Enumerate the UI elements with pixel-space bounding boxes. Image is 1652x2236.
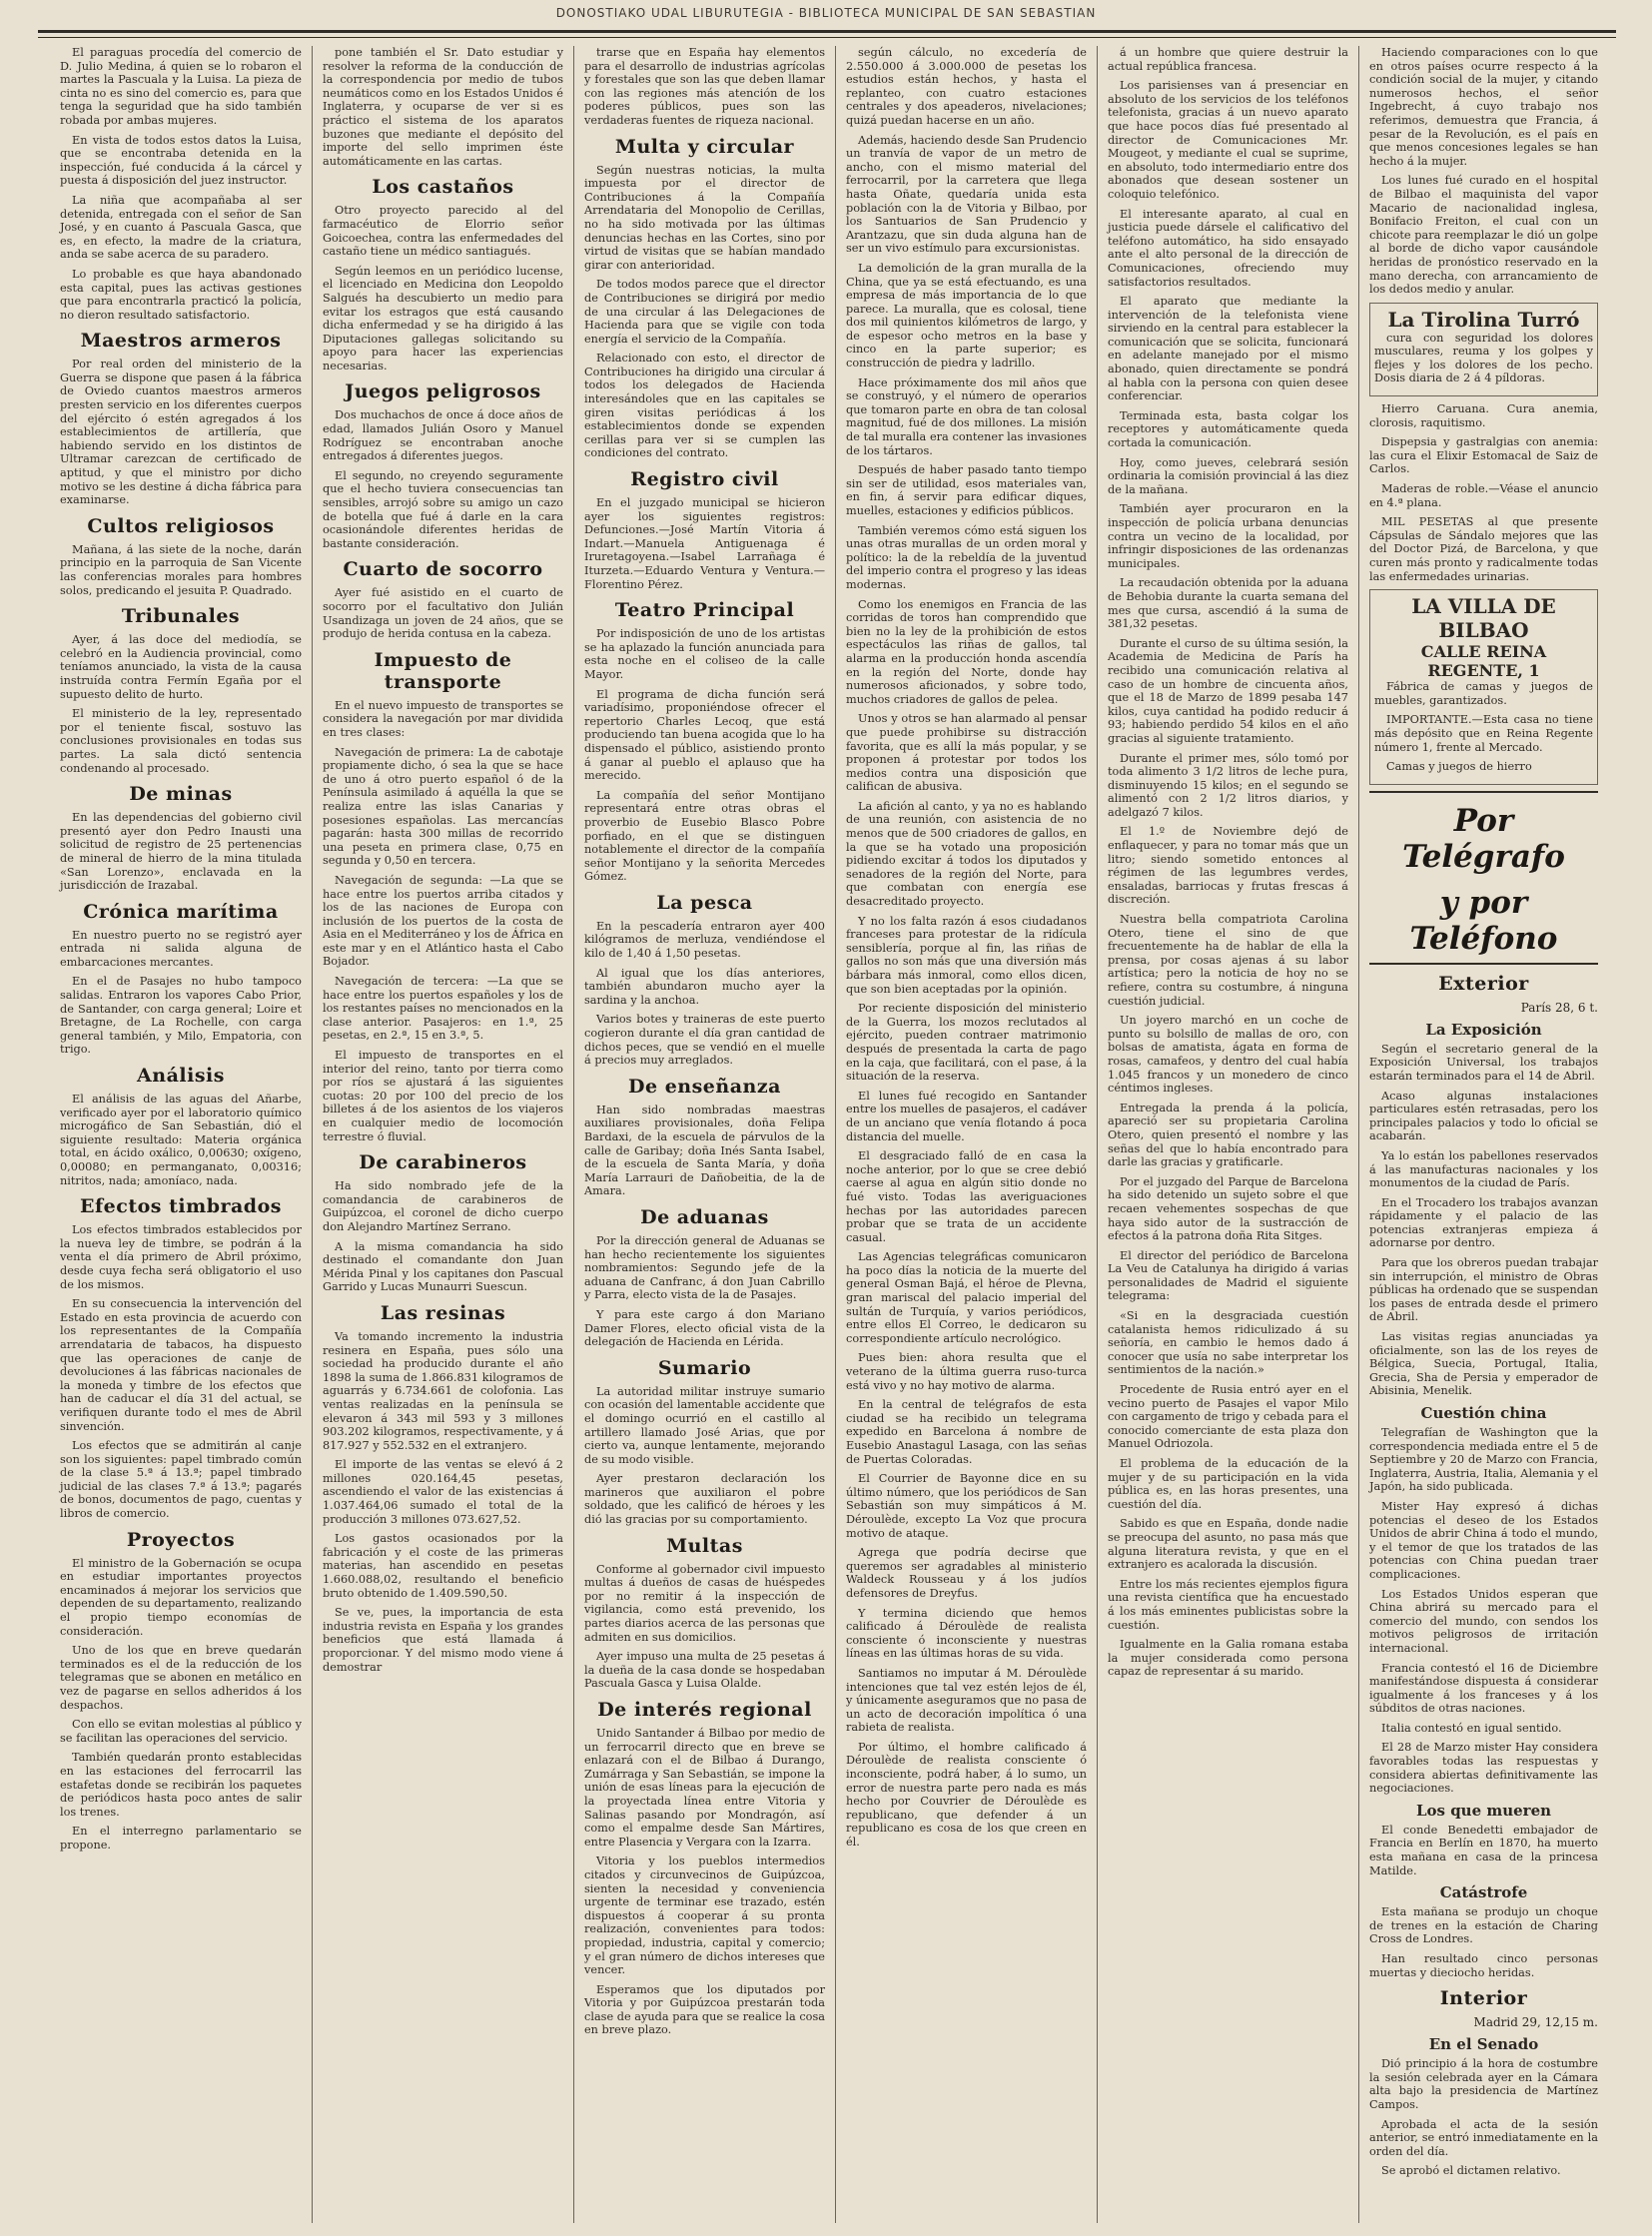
advertisement-villa-bilbao [1369, 589, 1598, 785]
subsection-heading: En el Senado [1428, 2035, 1539, 2054]
article-text: Los parisienses van á presenciar en absoluto de los servicios de los teléfonos telefonista, gracias á un nuevo aparato que hace pocos días fué presentado al director de Comunicaciones Mr. Mougeot, y mediante el cual se suprime, en absoluto, todo intermediario entre dos abonados que desean sostener un coloquio telefónico. [1108, 79, 1348, 201]
article-text: Por real orden del ministerio de la Guerra se dispone que pasen á la fábrica de Oviedo cuantos maestros armeros presten servicio en los diferentes cuerpos del ejército ó estén agregados á los establecimientos de artillería, que habiendo servido en los distintos de Ultramar carezcan de certificado de aptitud, y que el ministro por dicho motivo se les destine á dicha fábrica para examinarse. [60, 358, 302, 507]
article-text: También ayer procuraron en la inspección de policía urbana denuncias contra un vecino de la localidad, por infringir disposiciones de las ordenanzas municipales. [1108, 502, 1348, 570]
column-3 [573, 46, 835, 2223]
banner-telefono: y por Teléfono [1409, 884, 1558, 957]
article-text: También veremos cómo está siguen los unas otras murallas de un orden moral y político: la de la rebeldía de la juventud del imperio contra el progreso y las ideas modernas. [846, 523, 1087, 591]
article-text: El paraguas procedía del comercio de D. Julio Medina, á quien se lo robaron el martes la Pascuala y la Luisa. La pieza de cinta no es sino del comercio es, para que tenga la seguridad que ha sido también robada por ambas mujeres. [60, 46, 302, 127]
column-2 [312, 46, 573, 2223]
section-heading: Cultos religiosos [87, 514, 275, 537]
article-text: Haciendo comparaciones con lo que en otros países ocurre respecto á la condición social de la mujer, y citando numerosos hechos, el señor Ingebrecht, á cuyo trabajo nos referimos, demuestra que Francia, á pesar de la Revolución, es el país en que menos concesiones legales se han hecho á la mujer. [1369, 46, 1598, 168]
article-text: Lo probable es que haya abandonado esta capital, pues las activas gestiones que para encontrarla practicó la policía, no dieron resultado satisfactorio. [60, 267, 302, 322]
article-text: El segundo, no creyendo seguramente que el hecho tuviera consecuencias tan sensibles, arrojó sobre su amigo un cazo de botella que fué á darle en la cara ocasionándole diferentes heridas de bastante consideración. [323, 468, 563, 550]
article-text: Hoy, como jueves, celebrará sesión ordinaria la comisión provincial á las diez de la mañana. [1108, 455, 1348, 496]
article-text: El director del periódico de Barcelona La Veu de Catalunya ha dirigido á varias personalidades de Madrid el siguiente telegrama: [1108, 1248, 1348, 1303]
article-text: El lunes fué recogido en Santander entre los muelles de pasajeros, el cadáver de un anciano que venía flotando á poca distancia del muelle. [846, 1089, 1087, 1143]
article-text: La autoridad militar instruye sumario con ocasión del lamentable accidente que el domingo ocurrió en el castillo al artillero llamado José Arias, que por cierto va, aunque lentamente, mejorando de su modo visible. [584, 1384, 825, 1466]
article-text: En la pescadería entraron ayer 400 kilógramos de merluza, vendiéndose el kilo de 1,40 á 1,50 pesetas. [584, 919, 825, 961]
article-text: También quedarán pronto establecidas en las estaciones del ferrocarril las estafetas donde se recibirán los paquetes de periódicos hasta poco antes de salir los trenes. [60, 1751, 302, 1819]
section-heading: Impuesto de transporte [374, 648, 512, 693]
article-text: El interesante aparato, al cual en justicia puede dársele el calificativo del teléfono automático, ha sido ensayado ante el alto personal de la dirección de Comunicaciones, ofreciendo muy satisfactorios resultados. [1108, 207, 1348, 289]
article-text: En vista de todos estos datos la Luisa, que se encontraba detenida en la inspección, fué conducida á la cárcel y puesta á disposición del juez instructor. [60, 133, 302, 188]
section-heading: Proyectos [126, 1528, 236, 1551]
section-heading: De enseñanza [628, 1075, 781, 1098]
article-text: Entre los más recientes ejemplos figura una revista científica que ha encuestado á los más eminentes publicistas sobre la cuestión. [1108, 1577, 1348, 1632]
article-text: Para que los obreros puedan trabajar sin interrupción, el ministro de Obras públicas ha ordenado que se suspendan los pases de entrada desde el primero de Abril. [1369, 1256, 1598, 1324]
article-text: Relacionado con esto, el director de Contribuciones ha dirigido una circular á todos los delegados de Hacienda interesándoles que en las capitales se giren visitas periódicas á los establecimientos donde se expenden cerillas para ver si se cumplen las condiciones del contrato. [584, 352, 825, 460]
article-text: Por la dirección general de Aduanas se han hecho recientemente los siguientes nombramientos: Segundo jefe de la aduana de Canfranc, á don Juan Cabrillo y Parra, electo vista de la de Pasajes. [584, 1233, 825, 1302]
article-text: Por indisposición de uno de los artistas se ha aplazado la función anunciada para esta noche en el coliseo de la calle Mayor. [584, 627, 825, 681]
dateline: Madrid 29, 12,15 m. [1473, 2015, 1598, 2030]
ad-title: LA VILLA DE BILBAO [1411, 594, 1556, 643]
section-heading: De carabineros [359, 1151, 527, 1174]
article-text: El problema de la educación de la mujer y de su participación en la vida pública es, en las horas presentes, una cuestión del día. [1108, 1457, 1348, 1511]
article-text: Los gastos ocasionados por la fabricación y el coste de las primeras materias, han ascendido en pesetas 1.660.088,02, resultando el beneficio bruto obtenido de 1.409.590,50. [323, 1532, 563, 1600]
ad-text: Fábrica de camas y juegos de muebles, garantizados. [1374, 680, 1593, 707]
ad-text: Maderas de roble.—Véase el anuncio en 4.ª plana. [1369, 482, 1598, 509]
article-text: Según nuestras noticias, la multa impuesta por el director de Contribuciones á la Compañía Arrendataria del Monopolio de Cerillas, no ha sido motivada por las últimas denuncias hechas en las Cortes, sino por virtud de visitas que se habían mandado girar con anterioridad. [584, 163, 825, 272]
section-heading: De interés regional [597, 1699, 812, 1721]
article-text: trarse que en España hay elementos para el desarrollo de industrias agrícolas y forestales que son las que deben llamar con las regiones más atención de los poderes públicos, pues son las verdaderas fuentes de riqueza nacional. [584, 46, 825, 127]
section-heading: Cuarto de socorro [343, 558, 543, 581]
article-text: El ministerio de la ley, representado por el teniente fiscal, sostuvo las conclusiones provisionales en todas sus partes. La sala dictó sentencia condenando al procesado. [60, 707, 302, 775]
column-6 [1358, 46, 1608, 2223]
article-text: Ha sido nombrado jefe de la comandancia de carabineros de Guipúzcoa, el coronel de dicho cuerpo don Alejandro Martínez Serrano. [323, 1179, 563, 1233]
article-text: Aprobada el acta de la sesión anterior, se entró inmediatamente en la orden del día. [1369, 2117, 1598, 2158]
top-rule [38, 30, 1616, 38]
article-text: Se aprobó el dictamen relativo. [1381, 2164, 1561, 2178]
article-text: Mister Hay expresó á dichas potencias el deseo de los Estados Unidos de abrir China á todo el mundo, y el temor de que los tratados de las potencias con China puedan traer complicaciones. [1369, 1499, 1598, 1581]
ad-text: IMPORTANTE.—Esta casa no tiene más depósito que en Reina Regente número 1, frente al Mercado. [1374, 713, 1593, 754]
article-text: Con ello se evitan molestias al público y se facilitan las operaciones del servicio. [60, 1718, 302, 1745]
article-text: Los efectos que se admitirán al canje son los siguientes: papel timbrado común de la clase 5.ª á 13.ª; papel timbrado judicial de las clases 7.ª á 13.ª; pagarés de bonos, documentos de pago, cuentas y libros de comercio. [60, 1439, 302, 1521]
article-text: En el de Pasajes no hubo tampoco salidas. Entraron los vapores Cabo Prior, de Santander, con carga general; Loire et Bretagne, de La Rochelle, con carga general también, y Milo, Empatoria, con trigo. [60, 975, 302, 1057]
article-text: Esperamos que los diputados por Vitoria y por Guipúzcoa prestarán toda clase de ayuda para que se realice la cosa en breve plazo. [584, 1982, 826, 2037]
article-text: El aparato que mediante la intervención de la telefonista viene sirviendo en la central para establecer la comunicación que se solicita, funcionará en adelante manejado por el mismo abonado, quien directamente se pondrá al habla con la persona con quien desee conferenciar. [1108, 295, 1348, 403]
article-text: Ayer, á las doce del mediodía, se celebró en la Audiencia provincial, como teníamos anunciado, la vista de la causa instruída contra Fermín Egaña por el supuesto delito de hurto. [60, 633, 302, 701]
article-text: De todos modos parece que el director de Contribuciones se dirigirá por medio de una circular á las Delegaciones de Hacienda para que se vigile con toda energía el servicio de la Compañía. [584, 278, 825, 346]
article-text: Y termina diciendo que hemos calificado á Déroulède de realista consciente ó inconsciente y nuestras líneas en las últimas horas de su vida. [846, 1606, 1087, 1661]
article-text: Conforme al gobernador civil impuesto multas á dueños de casas de huéspedes por no remitir á la inspección de vigilancia, como está prevenido, los partes diarios acerca de las personas que admiten en sus domicilios. [584, 1562, 825, 1644]
article-text: El análisis de las aguas del Añarbe, verificado ayer por el laboratorio químico microgáfico de San Sebastián, dió el siguiente resultado: Materia orgánica total, en ácido oxálico, 0,00630; oxígeno, 0,00080; en permanganato, 0,00316; nitritos, nada; amoníaco, nada. [60, 1093, 302, 1187]
article-text: pone también el Sr. Dato estudiar y resolver la reforma de la conducción de la correspondencia por medio de tubos neumáticos como en los Estados Unidos é Inglaterra, y ocuparse de ver si es práctico el sistema de los aparatos buzones que mediante el depósito del importe del sello imprimen éste automáticamente en las cartas. [323, 46, 563, 168]
article-text: Pues bien: ahora resulta que el veterano de la última guerra ruso-turca está vivo y no hay motivo de alarma. [846, 1351, 1087, 1392]
article-text: Esta mañana se produjo un choque de trenes en la estación de Charing Cross de Londres. [1369, 1905, 1598, 1946]
section-heading: De aduanas [640, 1205, 769, 1228]
subsection-heading: Cuestión china [1420, 1404, 1547, 1422]
article-text: Dos muchachos de once á doce años de edad, llamados Julián Osoro y Manuel Rodríguez se encontraban anoche entregados á diferentes juegos. [323, 408, 563, 463]
article-text: Al igual que los días anteriores, también abundaron mucho ayer la sardina y la anchoa. [584, 966, 825, 1007]
article-text: Entregada la prenda á la policía, apareció ser su propietaria Carolina Otero, quien presentó el nombre y las señas del que lo había encontrado para darle las gracias y gratificarle. [1108, 1101, 1348, 1169]
ad-text: Dispepsia y gastralgias con anemia: las cura el Elixir Estomacal de Saiz de Carlos. [1369, 435, 1598, 476]
article-text: El Courrier de Bayonne dice en su último número, que los periódicos de San Sebastián son muy simpáticos á M. Déroulède, excepto La Voz que procura motivo de ataque. [846, 1472, 1087, 1540]
advertisement-tirolina [1369, 303, 1598, 396]
article-text: Se ve, pues, la importancia de esta industria revista en España y los grandes beneficios que está llamada á proporcionar. Y del mismo modo viene á demostrar [323, 1606, 563, 1674]
ad-title: La Tirolina Turró [1387, 307, 1580, 332]
article-text: En el Trocadero los trabajos avanzan rápidamente y el palacio de las potencias extranjeras empieza á adornarse por dentro. [1369, 1195, 1598, 1250]
article-text: Durante el primer mes, sólo tomó por toda alimento 3 1/2 litros de leche pura, disminuyendo 15 kilos; en el segundo se alimentó con 2 1/2 litros diarios, y adelgazó 7 kilos. [1108, 751, 1348, 819]
article-text: Francia contestó el 16 de Diciembre manifestándose dispuesta á considerar igualmente á los franceses y á los súbditos de otras naciones. [1369, 1661, 1598, 1716]
article-text: Los Estados Unidos esperan que China abrirá su mercado para el comercio del mundo, con sendos los motivos peligrosos de irritación internacional. [1369, 1587, 1598, 1655]
section-heading: Las resinas [380, 1301, 506, 1324]
article-text: La niña que acompañaba al ser detenida, entregada con el señor de San José, y en cuanto á Pascuala Gasca, que es, en efecto, la madre de la criatura, anda se sabe acerca de su paradero. [60, 193, 302, 262]
article-text: según cálculo, no excedería de 2.550.000 á 3.000.000 de pesetas los estudios están hechos, y hasta el replanteo, con cuatro estaciones centrales y dos apeaderos, nivelaciones; quizá puedan hacerse en un año. [846, 46, 1087, 127]
article-text: El impuesto de transportes en el interior del reino, tanto por tierra como por ríos se ajustará á las siguientes cuotas: 20 por 100 del precio de los billetes á de los asientos de los viajeros en cualquier medio de locomoción terrestre ó fluvial. [323, 1049, 563, 1143]
article-text: Telegrafían de Washington que la correspondencia mediada entre el 5 de Septiembre y 20 de Marzo con Francia, Inglaterra, Austria, Italia, Alemania y el Japón, ha sido publicada. [1369, 1426, 1598, 1494]
article-text: La afición al canto, y ya no es hablando de una reunión, con asistencia de no menos que de 500 criadores de gallos, en la que se ha votado una proposición pidiendo excitar á todos los diputados y senadores de la región del Norte, para que combatan con energía ese desacreditado proyecto. [846, 799, 1087, 909]
ad-text: Camas y juegos de hierro [1386, 760, 1532, 774]
article-text: Como los enemigos en Francia de las corridas de toros han comprendido que bien no la ley de la prohibición de estos espectáculos las riñas de gallos, tal alarma en la producción honda ascendía en la región del Norte, donde hay numerosos aficionados, y sobre todo, muchos criadores de gallos de pelea. [846, 597, 1087, 706]
article-text: Otro proyecto parecido al del farmacéutico de Elorrio señor Goicoechea, contra las enfermedades del castaño tiene un médico santiagués. [323, 204, 563, 259]
article-text: Uno de los que en breve quedarán terminados es el de la reducción de los telegramas que se abonen en metálico en vez de pagarse en sellos adheridos á los despachos. [60, 1644, 302, 1712]
article-text: Acaso algunas instalaciones particulares estén retrasadas, pero los principales palacios y todo lo oficial se acabarán. [1369, 1089, 1598, 1143]
article-text: Ayer prestaron declaración los marineros que auxiliaron el pobre soldado, que les calificó de héroes y les dió las gracias por su comportamiento. [584, 1472, 825, 1527]
article-text: La recaudación obtenida por la aduana de Behobia durante la cuarta semana del mes que cursa, ascendió á la suma de 381,32 pesetas. [1108, 576, 1348, 631]
article-text: Mañana, á las siete de la noche, darán principio en la parroquia de San Vicente las conferencias morales para hombres solos, predicando el jesuita P. Quadrado. [60, 542, 302, 597]
article-text: Ya lo están los pabellones reservados á las manufacturas nacionales y los monumentos de la ciudad de París. [1369, 1148, 1598, 1190]
article-text: Y para este cargo á don Mariano Damer Flores, electo oficial vista de la delegación de Hacienda en Lérida. [584, 1307, 825, 1349]
archive-header: DONOSTIAKO UDAL LIBURUTEGIA - BIBLIOTECA MUNICIPAL DE SAN SEBASTIAN [555, 6, 1097, 20]
article-text: Las visitas regias anunciadas ya oficialmente, son las de los reyes de Bélgica, Suecia, Portugal, Italia, Grecia, Sha de Persia y emperador de Abisinia, Menelik. [1369, 1330, 1598, 1398]
article-text: Varios botes y traineras de este puerto cogieron durante el día gran cantidad de dichos peces, que se vendió en el muelle á precios muy arreglados. [584, 1013, 825, 1068]
section-heading: Multas [666, 1534, 743, 1557]
article-text: Después de haber pasado tanto tiempo sin ser de utilidad, esos materiales van, en fin, á servir para edificar diques, muelles, estaciones y edificios públicos. [846, 463, 1087, 517]
article-text: En las dependencias del gobierno civil presentó ayer don Pedro Inausti una solicitud de registro de 25 pertenencias de mineral de hierro de la mina titulada «San Lorenzo», enclavada en la jurisdicción de Irazabal. [60, 811, 302, 893]
article-text: Y no los falta razón á esos ciudadanos franceses para protestar de la ridícula sensiblería, porque al fin, las riñas de gallos no son más que una diversión más bárbara más inmoral, como ellos dicen, que son bien aceptadas por la opinión. [846, 914, 1087, 996]
article-text: La demolición de la gran muralla de la China, que ya se está efectuando, es una empresa de más importancia de lo que parece. La muralla, que es colosal, tiene dos mil quinientos kilómetros de largo, y de espesor ocho metros en la base y cinco en la parte superior; es construcción de piedra y ladrillo. [846, 261, 1087, 371]
subsection-heading: Los que mueren [1415, 1801, 1552, 1820]
article-text: Durante el curso de su última sesión, la Academia de Medicina de París ha recibido una comunicación relativa al caso de un hombre de cincuenta años, que el 18 de Marzo de 1899 pesaba 147 kilos, cuya cantidad ha podido reducir á 93; habiendo perdido 54 kilos en el año gracias al siguiente tratamiento. [1108, 636, 1348, 745]
section-heading: Interior [1439, 1987, 1528, 2010]
article-text: Unos y otros se han alarmado al pensar que puede prohibirse su distracción favorita, que es allí la más popular, y se proponen á protestar por todos los medios contra una disposición que califican de abusiva. [846, 712, 1087, 794]
article-text: Igualmente en la Galia romana estaba la mujer considerada como persona capaz de representar á su marido. [1108, 1638, 1348, 1679]
article-text: Navegación de tercera: —La que se hace entre los puertos españoles y los de los restantes países no mencionados en la clase anterior. Pasajeros: en 1.ª, 25 pesetas, en 2.ª, 15 en 3.ª, 5. [323, 975, 563, 1043]
article-text: Han resultado cinco personas muertas y dieciocho heridas. [1369, 1952, 1598, 1979]
section-heading: Multa y circular [614, 135, 795, 158]
section-heading: Registro civil [630, 468, 779, 491]
article-text: Según leemos en un periódico lucense, el licenciado en Medicina don Leopoldo Salgués ha descubierto un medio para evitar los estragos que está causando dicha enfermedad y se ha dirigido á las Diputaciones gallegas solicitando su apoyo para hacer las experiencias necesarias. [323, 264, 563, 373]
section-heading: Efectos timbrados [80, 1195, 282, 1218]
article-text: En su consecuencia la intervención del Estado en esta provincia de acuerdo con los representantes de la Compañía arrendataria de tabacos, ha dispuesto que las operaciones de canje de devoluciones á las fábricas nacionales de la moneda y timbre de los efectos que han de caducar el día 31 del actual, se verifiquen durante todo el mes de Abril sinvención. [60, 1297, 302, 1433]
article-text: En el interregno parlamentario se propone. [60, 1825, 302, 1852]
article-text: El importe de las ventas se elevó á 2 millones 020.164,45 pesetas, ascendiendo el valor de las existencias á 1.037.464,06 sumado el total de la producción 3 millones 073.627,52. [323, 1458, 563, 1526]
article-text: El programa de dicha función será variadísimo, proponiéndose ofrecer el repertorio Charles Lecoq, que está produciendo tan buena acogida que lo ha dispensado el público, asistiendo pronto á ganar al pueblo el aplauso que ha merecido. [584, 687, 825, 783]
column-5 [1097, 46, 1358, 2223]
article-text: En el nuevo impuesto de transportes se considera la navegación por mar dividida en tres clases: [323, 698, 563, 739]
article-text: Además, haciendo desde San Prudencio un tranvía de vapor de un metro de ancho, con el mismo material del ferrocarril, por la carretera que llega hasta Oñate, quedaría unida esta población con la de Vitoria y Bilbao, por los Santuarios de San Prudencio y Arantzazu, que sin duda alguna han de ser un vivo estímulo para excursionistas. [846, 133, 1087, 256]
article-text: Italia contestó en igual sentido. [1381, 1721, 1562, 1735]
ad-subtitle: CALLE REINA REGENTE, 1 [1420, 642, 1547, 681]
article-text: Vitoria y los pueblos intermedios citados y circunvecinos de Guipúzcoa, sienten la necesidad y conveniencia urgente de terminar ese trazado, estén dispuestos á cooperar á su pronta realización, convenientes para todos: propiedad, industria, capital y comercio; y el gran número de dichos intereses que vencer. [584, 1855, 825, 1977]
section-heading: La pesca [656, 891, 753, 914]
article-text: El conde Benedetti embajador de Francia en Berlín en 1870, ha muerto esta mañana en casa de la princesa Matilde. [1369, 1823, 1598, 1877]
article-text: El 1.º de Noviembre dejó de enflaquecer, y para no tomar más que un litro; siendo sometido entonces al régimen de las legumbres verdes, ensaladas, barriocas y frutas frescas á discreción. [1108, 825, 1348, 907]
section-heading: Exterior [1438, 972, 1529, 995]
article-text: Por reciente disposición del ministerio de la Guerra, los mozos reclutados al ejército, pueden contraer matrimonio después de presentada la carta de pago en la caja, que facilitará, con el pase, á la situación de la reserva. [846, 1002, 1087, 1084]
article-text: Dió principio á la hora de costumbre la sesión celebrada ayer en la Cámara alta bajo la presidencia de Martínez Campos. [1369, 2057, 1598, 2111]
article-text: En el juzgado municipal se hicieron ayer los siguientes registros: Defunciones.—José Martín Vitoria á Indart.—Manuela Antiguenaga é Iruretagoyena.—Isabel Larrañaga é Iturzeta.—Eduardo Ventura y Ventura.—Florentino Pérez. [584, 496, 825, 591]
dateline: París 28, 6 t. [1520, 1000, 1598, 1015]
column-1 [50, 46, 312, 2223]
article-text: Según el secretario general de la Exposición Universal, los trabajos estarán terminados para el 14 de Abril. [1369, 1042, 1598, 1083]
subsection-heading: La Exposición [1425, 1020, 1542, 1039]
section-heading: Sumario [657, 1356, 752, 1379]
article-text: Los efectos timbrados establecidos por la nueva ley de timbre, se podrán á la venta el día primero de Abril próximo, desde cuya fecha será obligatorio el uso de los mismos. [60, 1223, 302, 1291]
article-text: Unido Santander á Bilbao por medio de un ferrocarril directo que en breve se enlazará con el de Bilbao á Durango, Zumárraga y San Sebastián, se impone la unión de esas líneas para la ejecución de la proyectada línea entre Vitoria y Salinas pasando por Mondragón, así como el empalme desde San Mártires, entre Plasencia y Vergara con la Izarra. [584, 1727, 825, 1849]
article-text: Las Agencias telegráficas comunicaron ha poco días la noticia de la muerte del general Osman Bajá, el héroe de Plevna, gran mariscal del palacio imperial del sultán de Turquía, y varios periódicos, entre ellos El Correo, le dedicaron su correspondiente artículo necrológico. [846, 1250, 1087, 1345]
article-text: Nuestra bella compatriota Carolina Otero, tiene el sino de que frecuentemente ha de hablar de ella la prensa, por cosas ajenas á su labor artística; pero la noticia de hoy no se refiere, contra su costumbre, á ninguna cuestión judicial. [1108, 913, 1348, 1008]
article-text: Un joyero marchó en un coche de punto su bolsillo de mallas de oro, con bolsas de amatista, ágata en forma de rosas, camafeos, y dentro del cual había 1.045 francos y un monedero de cinco céntimos ingleses. [1108, 1014, 1348, 1096]
section-heading: Los castaños [372, 176, 514, 199]
article-text: Han sido nombradas maestras auxiliares provisionales, doña Felipa Bardaxi, de la escuela de párvulos de la calle de Garibay; doña Inés Santa Isabel, de la escuela de Santa María, y doña María Larrauri de Dañobeitia, de la de Amara. [584, 1103, 825, 1198]
article-text: Sabido es que en España, donde nadie se preocupa del asunto, no pasa más que alguna literatura revista, y que en el extranjero es acalorada la discusión. [1108, 1517, 1348, 1572]
banner-rule [1369, 963, 1598, 965]
banner-rule [1369, 791, 1598, 793]
column-4 [835, 46, 1097, 2223]
article-text: El 28 de Marzo mister Hay considera favorables todas las respuestas y considera abiertas definitivamente las negociaciones. [1369, 1741, 1598, 1796]
subsection-heading: Catástrofe [1439, 1883, 1528, 1902]
article-text: El ministro de la Gobernación se ocupa en estudiar importantes proyectos encaminados á mejorar los servicios que dependen de su departamento, realizando el propio tiempo economías de consideración. [60, 1556, 302, 1638]
article-text: Los lunes fué curado en el hospital de Bilbao el maquinista del vapor Macario de nacionalidad inglesa, Bonifacio Freiton, el cual con un chicote para reemplazar le dió un golpe al borde de dicho vapor causándole heridas de pronóstico reservado en la mano derecha, con arrancamiento de los dedos medio y anular. [1369, 174, 1598, 297]
article-text: Terminada esta, basta colgar los receptores y automáticamente queda cortada la comunicación. [1108, 408, 1348, 450]
article-text: A la misma comandancia ha sido destinado el comandante don Juan Mérida Pinal y los capitanes don Pascual Garrido y Lucas Munaurri Suescun. [323, 1239, 563, 1294]
article-text: La compañía del señor Montijano representará entre otras obras el proverbio de Eusebio Blasco Pobre porfiado, en el que se distinguen notablemente el director de la compañía señor Montijano y la señorita Mercedes Gómez. [584, 788, 825, 884]
article-text: El desgraciado falló de en casa la noche anterior, por lo que se cree debió caerse al agua en algún sitio donde no fué visto. Todas las averiguaciones hechas por las autoridades parecen probar que se trata de un accidente casual. [846, 1149, 1087, 1244]
ad-text: cura con seguridad los dolores musculares, reuma y los golpes y flejes y los dolores de los pecho. Dosis diaria de 2 á 4 píldoras. [1374, 331, 1593, 385]
article-text: Por último, el hombre calificado á Déroulède de realista consciente ó inconsciente, podrá haber, á lo sumo, un error de nuestra parte pero nada es más hecho por Couvrier de Déroulède es republicano, que defender á un republicano es cosa de los que creen en él. [846, 1740, 1087, 1850]
article-text: Va tomando incremento la industria resinera en España, pues sólo una sociedad ha producido durante el año 1898 la suma de 1.866.831 kilogramos de aguarrás y 6.734.661 de colofonia. Las ventas realizadas en la península se elevaron á 343 mil 593 y 3 millones 903.202 kilogramos, respectivamente, y á 817.927 y 552.532 en el extranjero. [323, 1329, 563, 1452]
article-text: En nuestro puerto no se registró ayer entrada ni salida alguna de embarcaciones mercantes. [60, 928, 302, 969]
section-heading: Juegos peligrosos [345, 380, 541, 403]
article-text: Santiamos no imputar á M. Déroulède intenciones que tal vez estén lejos de él, y únicamente aseguramos que no pasa de un acto de decoración impolítica ó una rabieta de realista. [846, 1666, 1087, 1735]
article-text: Ayer impuso una multa de 25 pesetas á la dueña de la casa donde se hospedaban Pascuala Gasca y Luisa Olalde. [584, 1650, 825, 1691]
section-heading: De minas [129, 783, 233, 806]
section-heading: Análisis [137, 1065, 225, 1088]
article-text: Ayer fué asistido en el cuarto de socorro por el facultativo don Julián Usandizaga un joven de 24 años, que se produjo de herida contusa en la cabeza. [323, 586, 563, 641]
article-text: á un hombre que quiere destruir la actual república francesa. [1108, 46, 1348, 73]
section-heading: Teatro Principal [614, 599, 795, 622]
section-heading: Tribunales [121, 605, 241, 628]
article-text: Procedente de Rusia entró ayer en el vecino puerto de Pasajes el vapor Milo con cargamento de trigo y cebada para el conocido comerciante de esta plaza don Manuel Odriozola. [1108, 1383, 1348, 1451]
section-heading: Maestros armeros [80, 330, 282, 353]
article-text: Navegación de primera: La de cabotaje propiamente dicho, ó sea la que se hace de uno á otro puerto español ó de la Península asimilado á aquélla la que se realiza entre las islas Canarias y posesiones españolas. Las mercancías pagarán: hasta 300 millas de recorrido una peseta en primera clase, 0,75 en segunda y 0,50 en tercera. [323, 745, 563, 868]
article-text: «Si en la desgraciada cuestión catalanista hemos ridiculizado á su señoría, en cambio le hemos dado á conocer que usía no sabe interpretar los sentimientos de la nación.» [1108, 1309, 1348, 1377]
article-text: Navegación de segunda: —La que se hace entre los puertos arriba citados y los de las naciones de Europa con inclusión de los puertos de la costa de Asia en el Mediterráneo y los de África en este mar y en el Atlántico hasta el Cabo Bojador. [323, 873, 563, 969]
article-text: Agrega que podría decirse que queremos ser agradables al ministerio Waldeck Rousseau y á los judíos defensores de Dreyfus. [846, 1546, 1087, 1600]
columns [50, 46, 1608, 2223]
article-text: Por el juzgado del Parque de Barcelona ha sido detenido un sujeto sobre el que recaen vehementes sospechas de que haya sido autor de la sustracción de efectos á la patrona doña Rita Sitges. [1108, 1174, 1348, 1243]
section-heading: Crónica marítima [83, 900, 279, 923]
article-text: Hace próximamente dos mil años que se construyó, y el número de operarios que tomaron parte en obra de tan colosal magnitud, fué de dos millones. La misión de tal muralla era contener las invasiones de los tártaros. [846, 375, 1087, 457]
banner-telegrafo: Por Telégrafo [1402, 802, 1565, 875]
article-text: En la central de telégrafos de esta ciudad se ha recibido un telegrama expedido en Barcelona á nombre de Eusebio Anastagul Lasaga, con las señas de Puertas Coloradas. [846, 1398, 1087, 1466]
ad-text: MIL PESETAS al que presente Cápsulas de Sándalo mejores que las del Doctor Pizá, de Barcelona, y que curen más pronto y radicalmente todas las enfermedades urinarias. [1369, 515, 1598, 583]
ad-text: Hierro Caruana. Cura anemia, clorosis, raquitismo. [1369, 402, 1598, 429]
